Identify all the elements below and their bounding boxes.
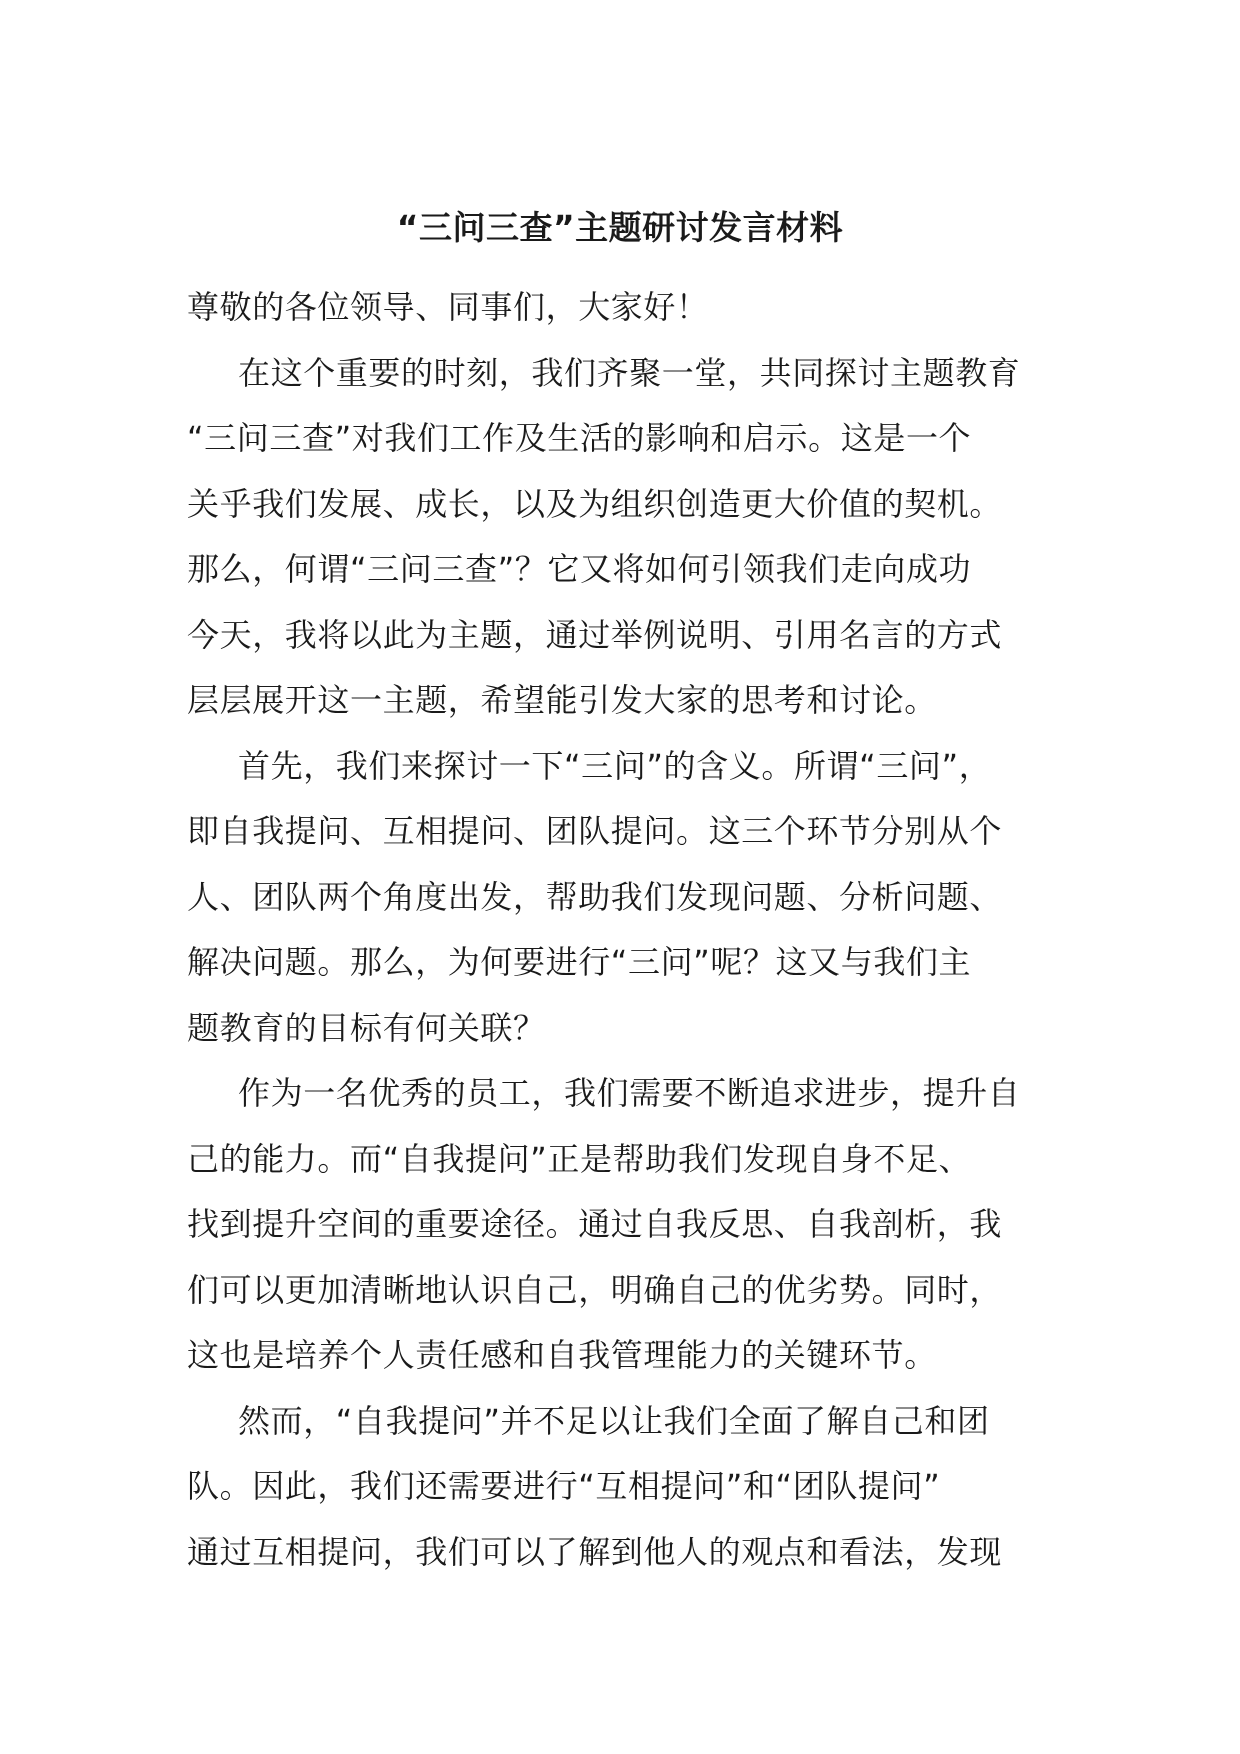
body-line: “三问三查”对我们工作及生活的影响和启示。这是一个 — [187, 419, 972, 457]
body-line: 关乎我们发展、成长，以及为组织创造更大价值的契机。 — [187, 484, 1003, 523]
body-line: 层层展开这一主题，希望能引发大家的思考和讨论。 — [187, 681, 937, 719]
body-line: 己的能力。而“自我提问”正是帮助我们发现自身不足、 — [187, 1139, 972, 1178]
document-body — [187, 287, 1067, 1597]
body-line: 队。因此，我们还需要进行“互相提问”和“团队提问” — [187, 1467, 941, 1505]
body-line: 们可以更加清晰地认识自己，明确自己的优劣势。同时， — [187, 1270, 1003, 1309]
body-line: 这也是培养个人责任感和自我管理能力的关键环节。 — [187, 1336, 937, 1374]
body-line: 人、团队两个角度出发，帮助我们发现问题、分析问题、 — [187, 877, 1003, 916]
body-line: 首先，我们来探讨一下“三问”的含义。所谓“三问”， — [238, 746, 992, 785]
body-line: 找到提升空间的重要途径。通过自我反思、自我剖析，我 — [187, 1205, 1003, 1243]
body-line: 解决问题。那么，为何要进行“三问”呢？这又与我们主 — [187, 943, 972, 981]
body-line: 今天，我将以此为主题，通过举例说明、引用名言的方式 — [187, 615, 1003, 654]
body-line: 在这个重要的时刻，我们齐聚一堂，共同探讨主题教育 — [238, 353, 1021, 392]
body-line: 作为一名优秀的员工，我们需要不断追求进步，提升自 — [238, 1074, 1021, 1112]
body-line: 即自我提问、互相提问、团队提问。这三个环节分别从个 — [187, 812, 1003, 850]
body-line: 那么，何谓“三问三查”？它又将如何引领我们走向成功 — [187, 550, 972, 588]
document-title: “三问三查”主题研讨发言材料 — [396, 208, 844, 247]
body-line: 题教育的目标有何关联？ — [187, 1008, 546, 1047]
body-line: 然而，“自我提问”并不足以让我们全面了解自己和团 — [238, 1401, 990, 1440]
body-line: 尊敬的各位领导、同事们，大家好！ — [187, 288, 709, 326]
body-line: 通过互相提问，我们可以了解到他人的观点和看法，发现 — [187, 1532, 1003, 1571]
